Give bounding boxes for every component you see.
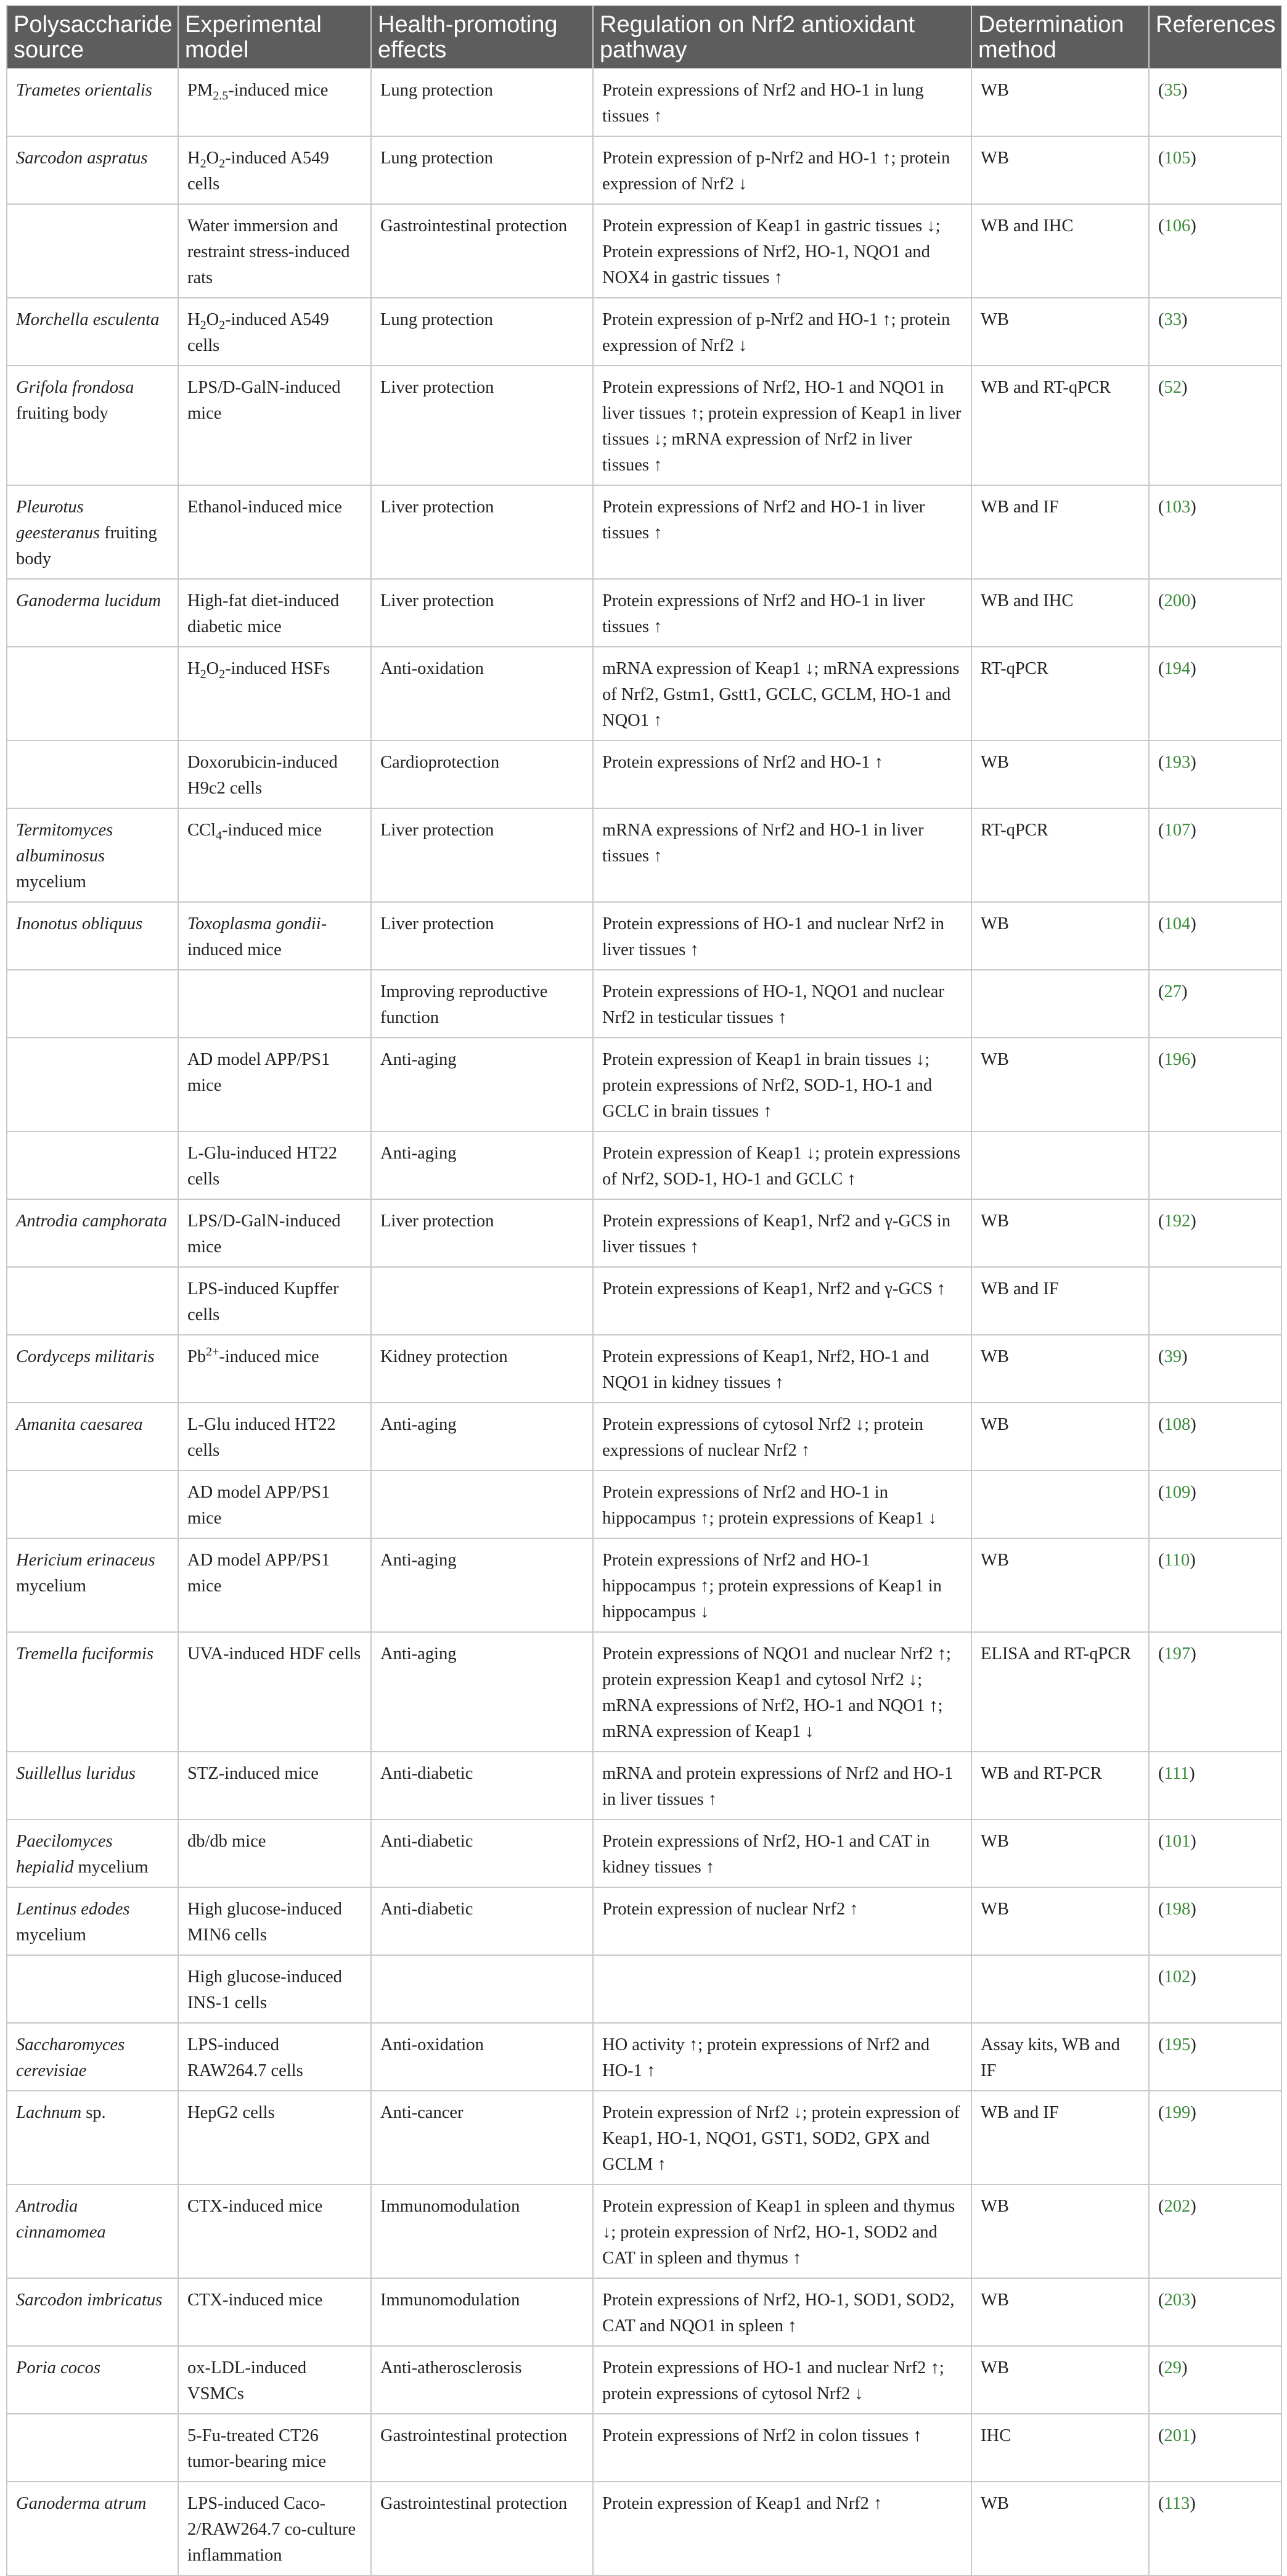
cell-polysaccharide-source [7, 740, 178, 808]
cell-regulation: mRNA and protein expressions of Nrf2 and HO-1 in liver tissues ↑ [593, 1752, 971, 1819]
cell-polysaccharide-source [7, 1038, 178, 1131]
cell-reference [1149, 1131, 1281, 1199]
cell-regulation: Protein expressions of HO-1 and nuclear Nrf2 ↑; protein expressions of cytosol Nrf2 ↓ [593, 2346, 971, 2414]
reference-link[interactable]: 194 [1164, 659, 1191, 678]
reference-link[interactable]: 202 [1164, 2197, 1191, 2216]
reference-link[interactable]: 192 [1164, 1212, 1191, 1231]
cell-polysaccharide-source: Lachnum sp. [7, 2091, 178, 2184]
cell-polysaccharide-source: Sarcodon aspratus [7, 136, 178, 204]
cell-health-effect: Lung protection [371, 68, 593, 136]
header-regulation: Regulation on Nrf2 antioxidant pathway [593, 6, 971, 68]
cell-reference: (196) [1149, 1038, 1281, 1131]
cell-polysaccharide-source: Pleurotus geesteranus fruiting body [7, 485, 178, 579]
cell-experimental-model: LPS-induced RAW264.7 cells [178, 2023, 371, 2091]
table-row [7, 68, 1281, 136]
cell-reference: (201) [1149, 2414, 1281, 2482]
cell-health-effect: Cardioprotection [371, 740, 593, 808]
reference-link[interactable]: 196 [1164, 1050, 1191, 1069]
cell-polysaccharide-source: Ganoderma lucidum [7, 579, 178, 647]
cell-determination-method: ELISA and RT-qPCR [971, 1632, 1149, 1752]
cell-regulation: Protein expressions of Nrf2 and HO-1 in liver tissues ↑ [593, 485, 971, 579]
cell-health-effect: Anti-oxidation [371, 2023, 593, 2091]
reference-link[interactable]: 101 [1164, 1832, 1191, 1851]
cell-experimental-model: $Pb^{2+}$-induced mice [178, 1335, 371, 1403]
cell-experimental-model: db/db mice [178, 1819, 371, 1887]
cell-reference: (27) [1149, 970, 1281, 1038]
cell-regulation: Protein expressions of Nrf2, HO-1 and NQO1 in liver tissues ↑; protein expression of Keap1 in liver tissues ↓; mRNA expression of Nrf2 in liver tissues ↑ [593, 366, 971, 485]
cell-health-effect: Anti-aging [371, 1632, 593, 1752]
cell-health-effect [371, 1267, 593, 1335]
table-row [7, 1632, 1281, 1752]
reference-link[interactable]: 195 [1164, 2035, 1191, 2054]
cell-reference: (108) [1149, 1403, 1281, 1471]
cell-experimental-model: $H_2O_2$-induced HSFs [178, 647, 371, 740]
cell-determination-method: WB [971, 68, 1149, 136]
cell-determination-method: WB [971, 298, 1149, 366]
table-row [7, 808, 1281, 902]
reference-link[interactable]: 197 [1164, 1644, 1191, 1663]
cell-determination-method: RT-qPCR [971, 808, 1149, 902]
cell-regulation: Protein expressions of cytosol Nrf2 ↓; protein expressions of nuclear Nrf2 ↑ [593, 1403, 971, 1471]
cell-determination-method: WB and RT-qPCR [971, 366, 1149, 485]
reference-link[interactable]: 107 [1164, 821, 1191, 840]
table-row [7, 1267, 1281, 1335]
cell-determination-method [971, 1131, 1149, 1199]
cell-regulation: Protein expressions of Nrf2 and HO-1 in lung tissues ↑ [593, 68, 971, 136]
table-row [7, 1887, 1281, 1955]
cell-reference: (107) [1149, 808, 1281, 902]
cell-experimental-model: CTX-induced mice [178, 2278, 371, 2346]
table-row [7, 2482, 1281, 2575]
cell-determination-method: WB [971, 1038, 1149, 1131]
cell-determination-method: WB [971, 1335, 1149, 1403]
cell-regulation: Protein expression of nuclear Nrf2 ↑ [593, 1887, 971, 1955]
table-row [7, 1471, 1281, 1538]
cell-health-effect: Anti-oxidation [371, 647, 593, 740]
cell-polysaccharide-source: Sarcodon imbricatus [7, 2278, 178, 2346]
cell-experimental-model: High glucose-induced MIN6 cells [178, 1887, 371, 1955]
cell-health-effect: Anti-diabetic [371, 1819, 593, 1887]
cell-experimental-model: $PM_{2.5}$-induced mice [178, 68, 371, 136]
cell-polysaccharide-source: Trametes orientalis [7, 68, 178, 136]
cell-experimental-model: High glucose-induced INS-1 cells [178, 1955, 371, 2023]
cell-reference: (193) [1149, 740, 1281, 808]
cell-reference [1149, 1267, 1281, 1335]
cell-reference: (106) [1149, 204, 1281, 298]
table-row [7, 1131, 1281, 1199]
cell-determination-method [971, 1471, 1149, 1538]
table-row [7, 1403, 1281, 1471]
cell-determination-method: WB [971, 2346, 1149, 2414]
cell-experimental-model: $H_2O_2$-induced A549 cells [178, 298, 371, 366]
cell-regulation: HO activity ↑; protein expressions of Nrf2 and HO-1 ↑ [593, 2023, 971, 2091]
cell-health-effect: Gastrointestinal protection [371, 204, 593, 298]
reference-link[interactable]: 33 [1164, 310, 1182, 329]
cell-reference: (192) [1149, 1199, 1281, 1267]
cell-health-effect [371, 1471, 593, 1538]
cell-polysaccharide-source: Cordyceps militaris [7, 1335, 178, 1403]
cell-health-effect: Anti-aging [371, 1538, 593, 1632]
table-row [7, 740, 1281, 808]
cell-health-effect: Gastrointestinal protection [371, 2414, 593, 2482]
cell-polysaccharide-source: Hericium erinaceus mycelium [7, 1538, 178, 1632]
table-row [7, 204, 1281, 298]
cell-reference: (197) [1149, 1632, 1281, 1752]
cell-health-effect: Anti-aging [371, 1403, 593, 1471]
cell-reference: (199) [1149, 2091, 1281, 2184]
reference-link[interactable]: 39 [1164, 1347, 1182, 1366]
cell-reference: (104) [1149, 902, 1281, 970]
cell-polysaccharide-source: Inonotus obliquus [7, 902, 178, 970]
cell-polysaccharide-source [7, 204, 178, 298]
table-row [7, 1199, 1281, 1267]
cell-reference: (29) [1149, 2346, 1281, 2414]
cell-reference: (202) [1149, 2184, 1281, 2278]
cell-determination-method: WB [971, 902, 1149, 970]
cell-health-effect: Kidney protection [371, 1335, 593, 1403]
cell-reference: (39) [1149, 1335, 1281, 1403]
table-row [7, 2091, 1281, 2184]
table-row [7, 2346, 1281, 2414]
cell-polysaccharide-source: Amanita caesarea [7, 1403, 178, 1471]
header-polysaccharide-source: Polysaccharide source [7, 6, 178, 68]
table-row [7, 647, 1281, 740]
reference-link[interactable]: 108 [1164, 1415, 1191, 1434]
table-row [7, 2184, 1281, 2278]
cell-health-effect [371, 1955, 593, 2023]
table-row [7, 2023, 1281, 2091]
cell-experimental-model: STZ-induced mice [178, 1752, 371, 1819]
reference-link[interactable]: 201 [1164, 2426, 1191, 2445]
reference-link[interactable]: 110 [1164, 1551, 1190, 1570]
cell-determination-method: WB [971, 1538, 1149, 1632]
table-row [7, 1752, 1281, 1819]
cell-reference: (102) [1149, 1955, 1281, 2023]
cell-experimental-model: Toxoplasma gondii-induced mice [178, 902, 371, 970]
cell-polysaccharide-source: Tremella fuciformis [7, 1632, 178, 1752]
cell-polysaccharide-source: Antrodia cinnamomea [7, 2184, 178, 2278]
cell-polysaccharide-source [7, 970, 178, 1038]
cell-determination-method: WB [971, 740, 1149, 808]
cell-polysaccharide-source [7, 2414, 178, 2482]
cell-determination-method [971, 1955, 1149, 2023]
cell-experimental-model: LPS-induced Kupffer cells [178, 1267, 371, 1335]
cell-experimental-model: $H_2O_2$-induced A549 cells [178, 136, 371, 204]
cell-experimental-model [178, 970, 371, 1038]
cell-reference: (105) [1149, 136, 1281, 204]
cell-health-effect: Anti-aging [371, 1038, 593, 1131]
cell-determination-method: WB [971, 1403, 1149, 1471]
reference-link[interactable]: 203 [1164, 2291, 1191, 2310]
table-row [7, 902, 1281, 970]
cell-regulation: Protein expressions of Nrf2, HO-1, SOD1, SOD2, CAT and NQO1 in spleen ↑ [593, 2278, 971, 2346]
cell-health-effect: Gastrointestinal protection [371, 2482, 593, 2575]
cell-health-effect: Liver protection [371, 485, 593, 579]
cell-determination-method: Assay kits, WB and IF [971, 2023, 1149, 2091]
table-row [7, 1538, 1281, 1632]
cell-health-effect: Anti-atherosclerosis [371, 2346, 593, 2414]
cell-determination-method: WB [971, 2482, 1149, 2575]
cell-determination-method: RT-qPCR [971, 647, 1149, 740]
cell-regulation: Protein expressions of Keap1, Nrf2, HO-1 and NQO1 in kidney tissues ↑ [593, 1335, 971, 1403]
nrf2-polysaccharide-table [6, 5, 1282, 2576]
cell-polysaccharide-source: Paecilomyces hepialid mycelium [7, 1819, 178, 1887]
cell-regulation: Protein expressions of Nrf2 in colon tissues ↑ [593, 2414, 971, 2482]
cell-determination-method: WB [971, 1819, 1149, 1887]
cell-polysaccharide-source [7, 647, 178, 740]
cell-polysaccharide-source: Termitomyces albuminosus mycelium [7, 808, 178, 902]
header-determination-method: Determination method [971, 6, 1149, 68]
cell-determination-method: WB [971, 1199, 1149, 1267]
cell-determination-method: WB [971, 2278, 1149, 2346]
reference-link[interactable]: 27 [1164, 982, 1182, 1001]
reference-link[interactable]: 35 [1164, 81, 1182, 100]
cell-reference: (194) [1149, 647, 1281, 740]
cell-regulation: Protein expressions of Nrf2 and HO-1 hippocampus ↑; protein expressions of Keap1 in hippocampus ↓ [593, 1538, 971, 1632]
cell-experimental-model: LPS/D-GalN-induced mice [178, 1199, 371, 1267]
cell-polysaccharide-source: Suillellus luridus [7, 1752, 178, 1819]
cell-determination-method: WB and IHC [971, 579, 1149, 647]
cell-reference: (203) [1149, 2278, 1281, 2346]
reference-link[interactable]: 193 [1164, 753, 1191, 772]
reference-link[interactable]: 198 [1164, 1900, 1191, 1919]
cell-experimental-model: L-Glu induced HT22 cells [178, 1403, 371, 1471]
cell-health-effect: Anti-diabetic [371, 1887, 593, 1955]
cell-polysaccharide-source [7, 1131, 178, 1199]
cell-health-effect: Liver protection [371, 579, 593, 647]
cell-regulation: Protein expressions of Keap1, Nrf2 and γ-GCS ↑ [593, 1267, 971, 1335]
cell-reference: (33) [1149, 298, 1281, 366]
table-row [7, 1955, 1281, 2023]
cell-regulation: Protein expression of Keap1 in spleen and thymus ↓; protein expression of Nrf2, HO-1, SOD2 and CAT in spleen and thymus ↑ [593, 2184, 971, 2278]
cell-determination-method: WB and RT-PCR [971, 1752, 1149, 1819]
reference-link[interactable]: 111 [1164, 1764, 1190, 1783]
cell-polysaccharide-source: Ganoderma atrum [7, 2482, 178, 2575]
cell-reference: (101) [1149, 1819, 1281, 1887]
cell-experimental-model: UVA-induced HDF cells [178, 1632, 371, 1752]
cell-experimental-model: AD model APP/PS1 mice [178, 1538, 371, 1632]
cell-reference: (35) [1149, 68, 1281, 136]
nrf2-table-container [6, 5, 1281, 2576]
cell-health-effect: Liver protection [371, 902, 593, 970]
cell-health-effect: Anti-cancer [371, 2091, 593, 2184]
cell-determination-method: WB [971, 1887, 1149, 1955]
cell-experimental-model: LPS-induced Caco-2/RAW264.7 co-culture inflammation [178, 2482, 371, 2575]
cell-regulation: mRNA expressions of Nrf2 and HO-1 in liver tissues ↑ [593, 808, 971, 902]
cell-health-effect: Liver protection [371, 808, 593, 902]
cell-reference: (198) [1149, 1887, 1281, 1955]
cell-regulation: Protein expressions of HO-1, NQO1 and nuclear Nrf2 in testicular tissues ↑ [593, 970, 971, 1038]
cell-health-effect: Liver protection [371, 1199, 593, 1267]
reference-link[interactable]: 109 [1164, 1483, 1191, 1502]
cell-experimental-model: L-Glu-induced HT22 cells [178, 1131, 371, 1199]
reference-link[interactable]: 102 [1164, 1967, 1191, 1987]
table-row [7, 136, 1281, 204]
reference-link[interactable]: 200 [1164, 591, 1191, 610]
header-references: References [1149, 6, 1281, 68]
cell-experimental-model: 5-Fu-treated CT26 tumor-bearing mice [178, 2414, 371, 2482]
cell-regulation: Protein expression of p-Nrf2 and HO-1 ↑; protein expression of Nrf2 ↓ [593, 136, 971, 204]
cell-polysaccharide-source: Grifola frondosa fruiting body [7, 366, 178, 485]
cell-experimental-model: ox-LDL-induced VSMCs [178, 2346, 371, 2414]
table-row [7, 2278, 1281, 2346]
cell-polysaccharide-source: Saccharomyces cerevisiae [7, 2023, 178, 2091]
header-experimental-model: Experimental model [178, 6, 371, 68]
table-row [7, 485, 1281, 579]
cell-experimental-model: HepG2 cells [178, 2091, 371, 2184]
cell-health-effect: Anti-aging [371, 1131, 593, 1199]
cell-experimental-model: High-fat diet-induced diabetic mice [178, 579, 371, 647]
cell-regulation: Protein expression of p-Nrf2 and HO-1 ↑; protein expression of Nrf2 ↓ [593, 298, 971, 366]
cell-reference: (109) [1149, 1471, 1281, 1538]
reference-link[interactable]: 106 [1164, 216, 1191, 236]
reference-link[interactable]: 105 [1164, 149, 1191, 168]
cell-polysaccharide-source: Morchella esculenta [7, 298, 178, 366]
table-row [7, 298, 1281, 366]
table-row [7, 1038, 1281, 1131]
table-row [7, 1819, 1281, 1887]
cell-health-effect: Anti-diabetic [371, 1752, 593, 1819]
cell-reference: (113) [1149, 2482, 1281, 2575]
cell-reference: (200) [1149, 579, 1281, 647]
cell-experimental-model: Water immersion and restraint stress-induced rats [178, 204, 371, 298]
cell-regulation: Protein expressions of NQO1 and nuclear Nrf2 ↑; protein expression Keap1 and cytosol Nrf2 ↓; mRNA expressions of Nrf2, HO-1 and NQO1 ↑; mRNA expression of Keap1 ↓ [593, 1632, 971, 1752]
cell-health-effect: Lung protection [371, 298, 593, 366]
cell-reference: (111) [1149, 1752, 1281, 1819]
reference-link[interactable]: 103 [1164, 498, 1191, 517]
cell-polysaccharide-source: Lentinus edodes mycelium [7, 1887, 178, 1955]
cell-polysaccharide-source [7, 1955, 178, 2023]
cell-health-effect: Immunomodulation [371, 2184, 593, 2278]
cell-regulation: Protein expressions of Nrf2 and HO-1 in hippocampus ↑; protein expressions of Keap1 ↓ [593, 1471, 971, 1538]
table-header-row [7, 6, 1281, 68]
cell-experimental-model: Ethanol-induced mice [178, 485, 371, 579]
cell-health-effect: Immunomodulation [371, 2278, 593, 2346]
cell-experimental-model: Doxorubicin-induced H9c2 cells [178, 740, 371, 808]
cell-regulation: Protein expression of Keap1 in gastric tissues ↓; Protein expressions of Nrf2, HO-1, NQO1 and NOX4 in gastric tissues ↑ [593, 204, 971, 298]
cell-regulation: Protein expression of Nrf2 ↓; protein expression of Keap1, HO-1, NQO1, GST1, SOD2, GPX and GCLM ↑ [593, 2091, 971, 2184]
cell-determination-method: IHC [971, 2414, 1149, 2482]
cell-regulation: Protein expressions of Nrf2 and HO-1 ↑ [593, 740, 971, 808]
cell-polysaccharide-source [7, 1471, 178, 1538]
cell-reference: (52) [1149, 366, 1281, 485]
cell-regulation [593, 1955, 971, 2023]
cell-experimental-model: AD model APP/PS1 mice [178, 1038, 371, 1131]
table-row [7, 970, 1281, 1038]
cell-experimental-model: CCl$_4$-induced mice [178, 808, 371, 902]
cell-health-effect: Improving reproductive function [371, 970, 593, 1038]
cell-polysaccharide-source: Poria cocos [7, 2346, 178, 2414]
cell-polysaccharide-source [7, 1267, 178, 1335]
reference-link[interactable]: 113 [1164, 2494, 1190, 2513]
table-body [7, 68, 1281, 2575]
cell-reference: (103) [1149, 485, 1281, 579]
cell-determination-method: WB and IF [971, 485, 1149, 579]
cell-regulation: Protein expression of Keap1 and Nrf2 ↑ [593, 2482, 971, 2575]
cell-determination-method: WB [971, 136, 1149, 204]
table-row [7, 579, 1281, 647]
table-row [7, 1335, 1281, 1403]
cell-experimental-model: AD model APP/PS1 mice [178, 1471, 371, 1538]
cell-determination-method: WB and IF [971, 2091, 1149, 2184]
cell-reference: (110) [1149, 1538, 1281, 1632]
cell-experimental-model: LPS/D-GalN-induced mice [178, 366, 371, 485]
cell-health-effect: Lung protection [371, 136, 593, 204]
cell-determination-method: WB and IHC [971, 204, 1149, 298]
cell-regulation: Protein expressions of Nrf2, HO-1 and CAT in kidney tissues ↑ [593, 1819, 971, 1887]
cell-health-effect: Liver protection [371, 366, 593, 485]
reference-link[interactable]: 199 [1164, 2103, 1191, 2122]
reference-link[interactable]: 104 [1164, 914, 1191, 933]
cell-regulation: Protein expression of Keap1 ↓; protein expressions of Nrf2, SOD-1, HO-1 and GCLC ↑ [593, 1131, 971, 1199]
reference-link[interactable]: 52 [1164, 378, 1182, 397]
cell-regulation: Protein expression of Keap1 in brain tissues ↓; protein expressions of Nrf2, SOD-1, HO-1 and GCLC in brain tissues ↑ [593, 1038, 971, 1131]
cell-regulation: Protein expressions of Nrf2 and HO-1 in liver tissues ↑ [593, 579, 971, 647]
reference-link[interactable]: 29 [1164, 2358, 1182, 2377]
cell-polysaccharide-source: Antrodia camphorata [7, 1199, 178, 1267]
cell-determination-method: WB and IF [971, 1267, 1149, 1335]
table-row [7, 2414, 1281, 2482]
cell-regulation: mRNA expression of Keap1 ↓; mRNA expressions of Nrf2, Gstm1, Gstt1, GCLC, GCLM, HO-1 and NQO1 ↑ [593, 647, 971, 740]
cell-determination-method [971, 970, 1149, 1038]
cell-regulation: Protein expressions of HO-1 and nuclear Nrf2 in liver tissues ↑ [593, 902, 971, 970]
cell-regulation: Protein expressions of Keap1, Nrf2 and γ-GCS in liver tissues ↑ [593, 1199, 971, 1267]
cell-determination-method: WB [971, 2184, 1149, 2278]
header-health-effects: Health-promoting effects [371, 6, 593, 68]
table-row [7, 366, 1281, 485]
cell-reference: (195) [1149, 2023, 1281, 2091]
cell-experimental-model: CTX-induced mice [178, 2184, 371, 2278]
